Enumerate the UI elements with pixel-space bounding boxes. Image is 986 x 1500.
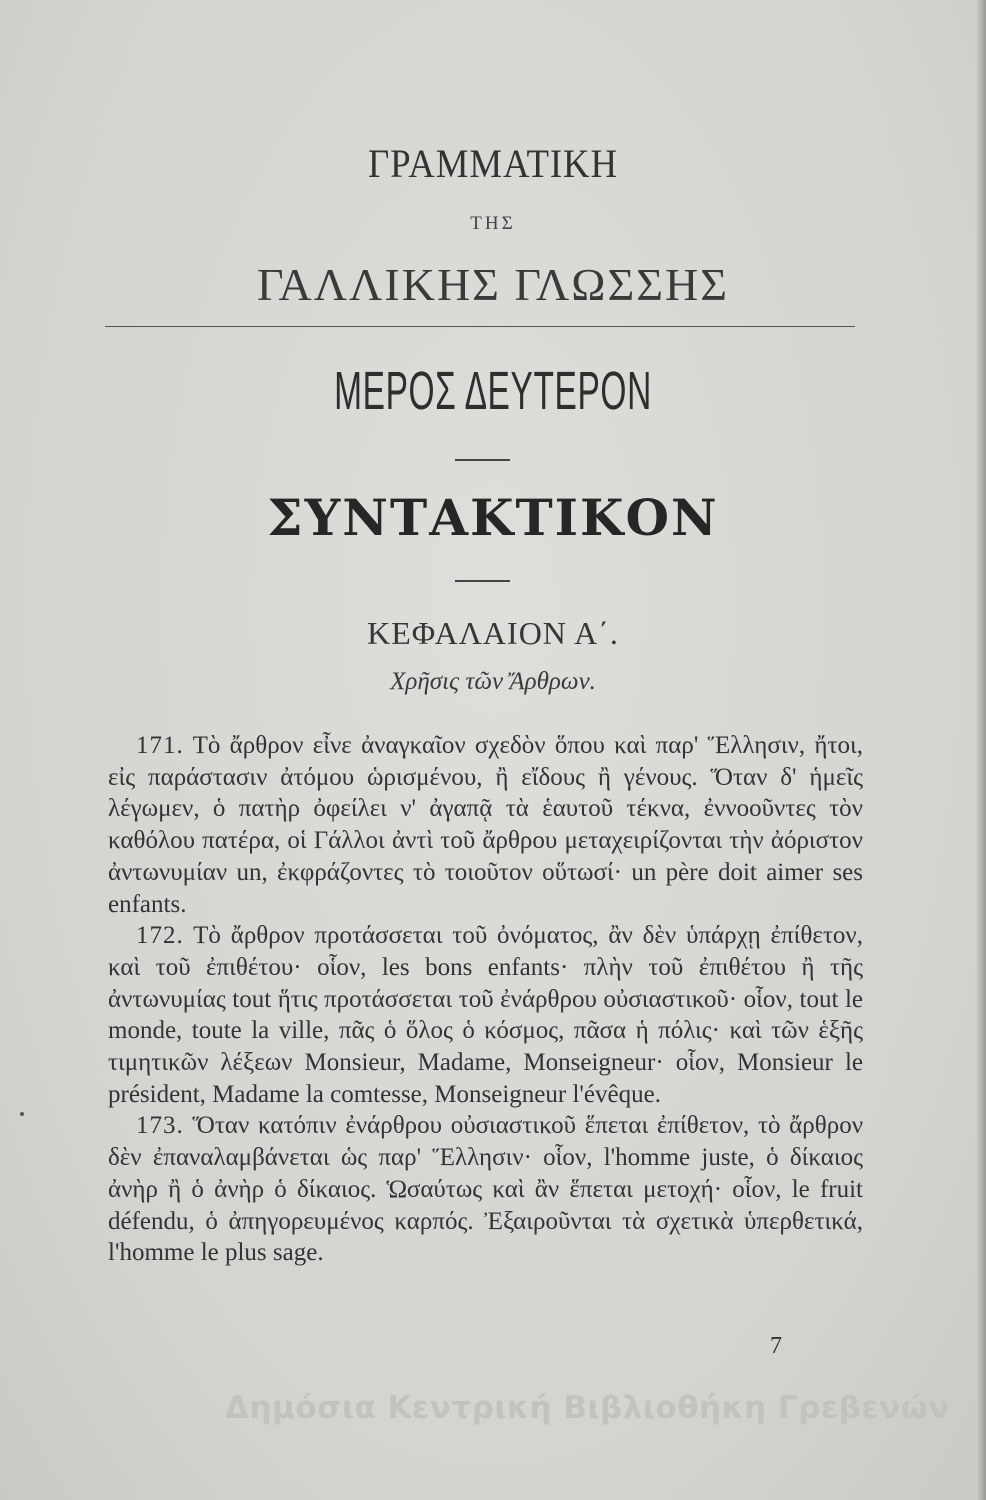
library-watermark: Δημόσια Κεντρική Βιβλιοθήκη Γρεβενών (225, 1390, 950, 1426)
title-rule (105, 326, 855, 327)
separator-dash (455, 580, 510, 582)
title-connector: ΤΗΣ (470, 213, 516, 234)
book-title: ΓΡΑΜΜΑΤΙΚΗ (367, 141, 619, 186)
part-heading: ΜΕΡΟΣ ΔΕΥΤΕΡΟΝ (334, 361, 652, 421)
paragraph-171 (108, 730, 863, 920)
body-text (108, 730, 863, 1269)
book-subtitle: ΓΑΛΛΙΚΗΣ ΓΛΩΣΣΗΣ (257, 259, 729, 310)
ink-speck (20, 1112, 24, 1116)
paragraph-number: 173. (136, 1112, 184, 1140)
separator-dash (455, 459, 510, 461)
paragraph-number: 171. (136, 732, 184, 759)
paragraph-172 (108, 920, 863, 1110)
chapter-subtitle: Χρῆσις τῶν Ἄρθρων. (390, 668, 596, 695)
paragraph-number: 172. (136, 922, 184, 950)
paragraph-text: Τὸ ἄρθρον προτάσσεται τοῦ ὀνόματος, ἂν δὲν ὑπάρχῃ ἐπίθετον, καὶ τοῦ ἐπιθέτου· οἷον, les bons enfants· πλὴν τοῦ ἐπιθέτου ἢ τῆς ἀντωνυμίας tout ἥτις προτάσσεται τοῦ ἐνάρθρου οὐσιαστικοῦ· οἷον, tout le monde, toute la ville, πᾶς ὁ ὅλος ὁ κόσμος, πᾶσα ἡ πόλις· καὶ τῶν ἑξῆς τιμητικῶν λέξεων Monsieur, Madame, Monseigneur· οἷον, Monsieur le président, Madame la comtesse, Monseigneur l'évêque. (108, 922, 863, 1108)
paragraph-text: Ὅταν κατόπιν ἐνάρθρου οὐσιαστικοῦ ἕπεται ἐπίθετον, τὸ ἄρθρον δὲν ἐπαναλαμβάνεται ὡς παρ' Ἕλλησιν· οἷον, l'homme juste, ὁ δίκαιος ἀνὴρ ἢ ὁ ἀνὴρ ὁ δίκαιος. Ὡσαύτως καὶ ἂν ἕπεται μετοχή· οἷον, le fruit défendu, ὁ ἀπηγορευμένος καρπός. Ἐξαιροῦνται τὰ σχετικὰ ὑπερθετικά, l'homme le plus sage. (108, 1112, 863, 1267)
paragraph-173 (108, 1110, 863, 1269)
page-number: 7 (770, 1333, 782, 1359)
section-heading: ΣΥΝΤΑΚΤΙΚΟΝ (267, 488, 719, 547)
chapter-heading: ΚΕΦΑΛΑΙΟΝ Α΄. (367, 615, 619, 651)
paragraph-text: Τὸ ἄρθρον εἶνε ἀναγκαῖον σχεδὸν ὅπου καὶ παρ' Ἕλλησιν, ἤτοι, εἰς παράστασιν ἀτόμου ὡρισμένου, ἢ εἴδους ἢ γένους. Ὅταν δ' ἡμεῖς λέγωμεν, ὁ πατὴρ ὀφείλει ν' ἀγαπᾷ τὰ ἑαυτοῦ τέκνα, ἐννοοῦντες τὸν καθόλου πατέρα, οἱ Γάλλοι ἀντὶ τοῦ ἄρθρου μεταχειρίζονται τὴν ἀόριστον ἀντωνυμίαν un, ἐκφράζοντες τὸ τοιοῦτον οὕτωσί· un père doit aimer ses enfants. (108, 732, 863, 918)
